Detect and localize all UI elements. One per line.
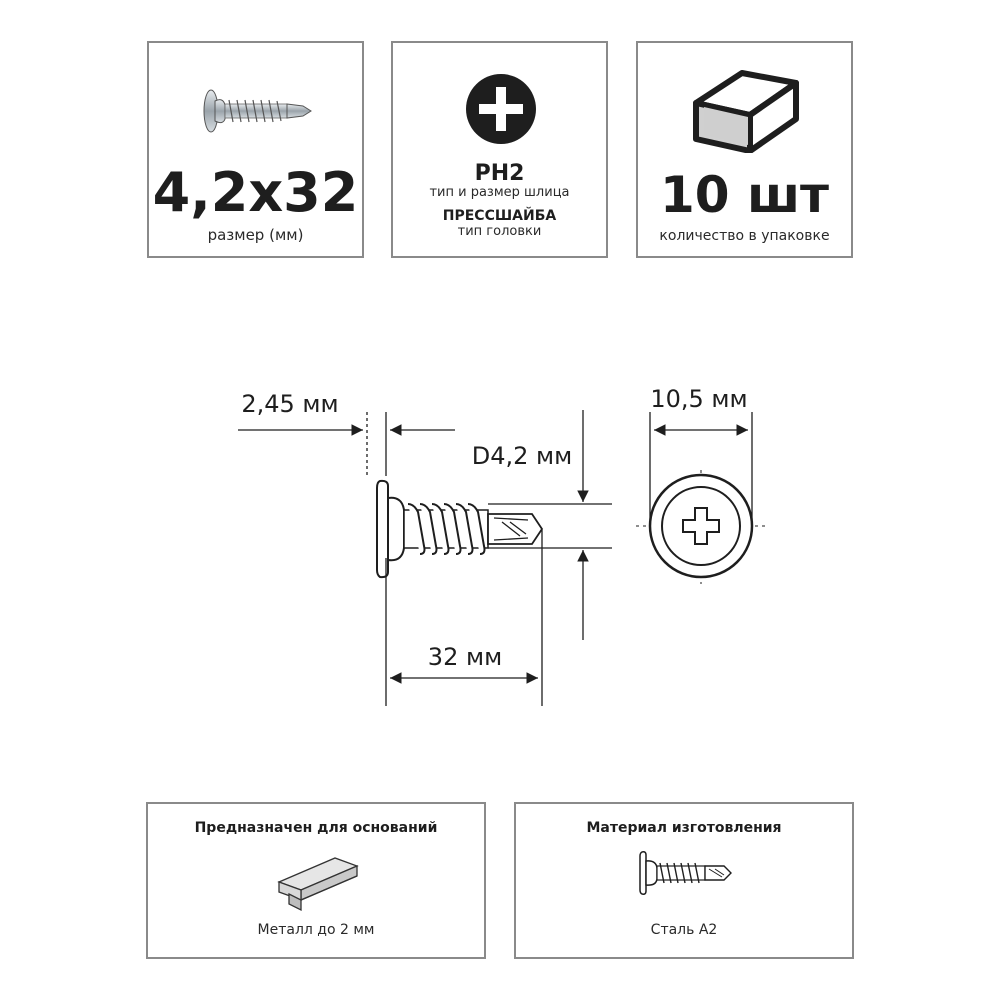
screw-icon [636, 848, 736, 898]
slot-caption: тип и размер шлица [429, 185, 570, 200]
screw-head-top-view [636, 470, 766, 584]
package-value: 10 шт [659, 166, 830, 224]
size-card [147, 41, 364, 258]
box-icon [692, 63, 802, 153]
head-caption: тип головки [457, 224, 542, 239]
material-card [514, 802, 854, 959]
screw-side-view [377, 481, 542, 577]
screw-icon [187, 89, 327, 159]
material-title: Материал изготовления [586, 820, 782, 836]
material-value: Сталь А2 [650, 922, 718, 938]
package-caption: количество в упаковке [659, 228, 830, 244]
purpose-title: Предназначен для оснований [194, 820, 438, 836]
thread-diameter-label: D4,2 мм [471, 442, 573, 470]
head-title: ПРЕССШАЙБА [442, 208, 557, 224]
length-label: 32 мм [427, 643, 503, 671]
purpose-value: Металл до 2 мм [257, 922, 375, 938]
head-diameter-label: 10,5 мм [650, 385, 748, 413]
size-caption: размер (мм) [207, 226, 304, 244]
slot-card [391, 41, 608, 258]
purpose-card [146, 802, 486, 959]
phillips-icon [465, 73, 537, 145]
dimension-drawing [0, 380, 1000, 780]
slot-title: PH2 [474, 161, 525, 186]
package-card [636, 41, 853, 258]
metal-profile-icon [275, 852, 361, 912]
size-value: 4,2x32 [152, 161, 359, 224]
head-height-dimension [238, 412, 455, 476]
length-dimension [386, 530, 542, 706]
head-height-label: 2,45 мм [241, 390, 339, 418]
